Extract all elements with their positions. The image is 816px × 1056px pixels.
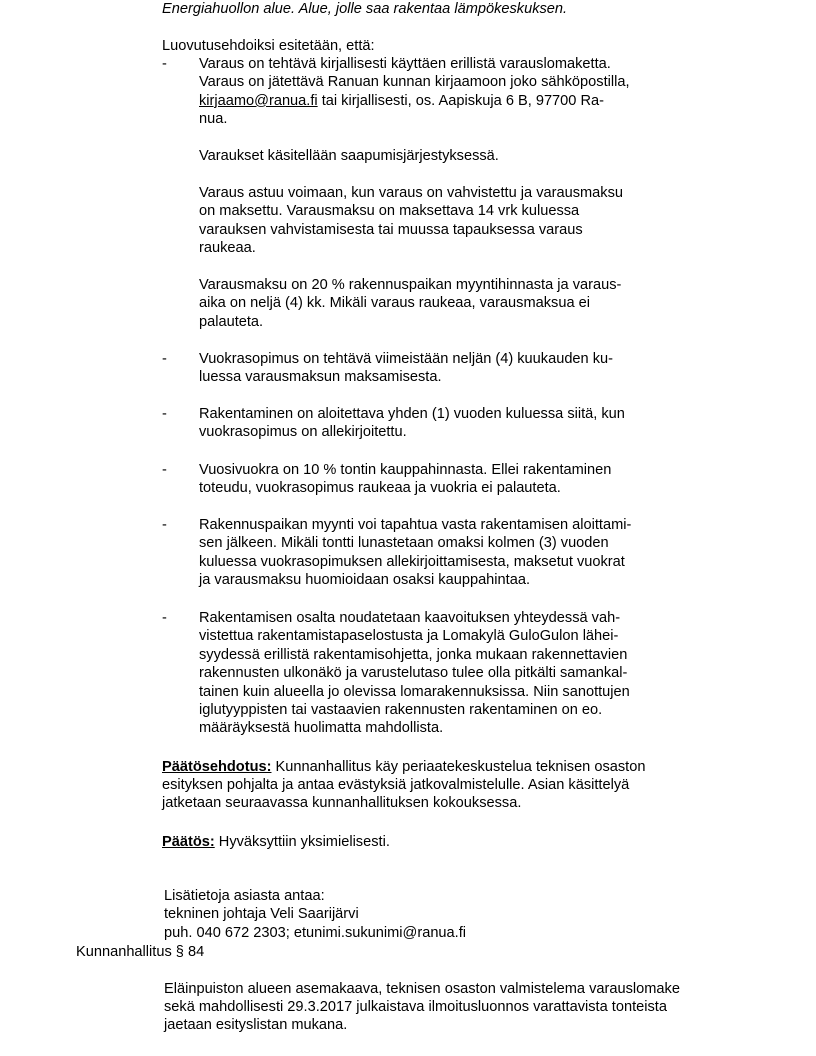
item1-paragraph-4	[199, 276, 679, 331]
list-dash: -	[162, 56, 167, 72]
item1-line2: Varaus on jätettävä Ranuan kunnan kirjaamoon joko sähköpostilla,	[199, 74, 630, 91]
item1-paragraph-3	[199, 184, 679, 258]
list-dash: -	[162, 517, 167, 533]
proposal-text: Kunnanhallitus käy periaatekeskustelua teknisen osaston	[271, 759, 646, 775]
condition-item-6	[199, 609, 679, 738]
item1-p3-line: raukeaa.	[199, 240, 256, 257]
condition-item-5	[199, 516, 679, 590]
item1-line1: Varaus on tehtävä kirjallisesti käyttäen erillistä varauslomaketta.	[199, 56, 611, 72]
item1-p4-line: palauteta.	[199, 313, 264, 330]
item6-line: määräyksestä huolimatta mahdollista.	[199, 720, 444, 737]
condition-item-2	[199, 350, 679, 387]
item1-line4: nua.	[199, 111, 228, 128]
item1-line3	[199, 92, 679, 110]
contact-line: tekninen johtaja Veli Saarijärvi	[164, 906, 359, 922]
item1-paragraph-2	[199, 147, 679, 165]
list-dash: -	[162, 462, 167, 478]
item1-p2-line: Varaukset käsitellään saapumisjärjestyksessä.	[199, 148, 499, 164]
item5-line: ja varausmaksu huomioidaan osaksi kauppahintaa.	[199, 572, 530, 589]
intro-line: Energiahuollon alue. Alue, jolle saa rakentaa lämpökeskuksen.	[162, 1, 568, 17]
item6-line: vistettua rakentamistapaselostusta ja Lomakylä GuloGulon lähei-	[199, 628, 619, 645]
proposal-line-3: jatketaan seuraavassa kunnanhallituksen kokouksessa.	[162, 795, 522, 811]
list-dash: -	[162, 406, 167, 422]
decision-label: Päätös:	[162, 834, 215, 850]
list-dash: -	[162, 610, 167, 626]
item5-line: kuluessa vuokrasopimuksen allekirjoittamisesta, maksetut vuokrat	[199, 553, 625, 570]
proposal-line-1	[162, 758, 645, 776]
item6-line: Rakentamisen osalta noudatetaan kaavoituksen yhteydessä vah-	[199, 610, 621, 626]
item5-line: sen jälkeen. Mikäli tontti lunastetaan omaksi kolmen (3) vuoden	[199, 535, 609, 552]
section-reference: Kunnanhallitus § 84	[76, 944, 205, 960]
item1-p3-line: varauksen vahvistamisesta tai muussa tapauksessa varaus	[199, 221, 583, 238]
item1-p3-line: Varaus astuu voimaan, kun varaus on vahvistettu ja varausmaksu	[199, 185, 623, 201]
condition-item-1	[199, 55, 679, 129]
item2-line: Vuokrasopimus on tehtävä viimeistään neljän (4) kuukauden ku-	[199, 351, 613, 367]
proposal-label: Päätösehdotus:	[162, 759, 272, 775]
contact-line: Lisätietoja asiasta antaa:	[164, 888, 325, 904]
item1-p4-line: Varausmaksu on 20 % rakennuspaikan myyntihinnasta ja varaus-	[199, 277, 622, 293]
decision-text: Hyväksyttiin yksimielisesti.	[214, 834, 390, 850]
condition-item-3	[199, 405, 679, 442]
item1-p3-line: on maksettu. Varausmaksu on maksettava 14 vrk kuluessa	[199, 203, 580, 220]
condition-item-4	[199, 461, 679, 498]
email-link[interactable]: kirjaamo@ranua.fi	[199, 92, 318, 109]
item4-line: toteudu, vuokrasopimus raukeaa ja vuokria ei palauteta.	[199, 480, 561, 497]
item2-line: luessa varausmaksun maksamisesta.	[199, 369, 442, 386]
contact-line: puh. 040 672 2303; etunimi.sukunimi@ranua.fi	[164, 925, 467, 941]
item5-line: Rakennuspaikan myynti voi tapahtua vasta rakentamisen aloittami-	[199, 517, 632, 533]
item6-line: iglutyyppisten tai vastaavien rakennusten rakentaminen on eo.	[199, 702, 603, 719]
list-dash: -	[162, 351, 167, 367]
item6-line: syydessä erillistä rakentamisohjetta, jonka mukaan rakennettavien	[199, 646, 628, 663]
item4-line: Vuosivuokra on 10 % tontin kauppahinnasta. Ellei rakentaminen	[199, 462, 612, 478]
conditions-heading: Luovutusehdoiksi esitetään, että:	[162, 38, 375, 54]
proposal-line-2: esityksen pohjalta ja antaa evästyksiä jatkovalmistelulle. Asian käsittelyä	[162, 777, 630, 793]
item6-line: rakennusten ulkonäkö ja varustelutaso tulee olla pitkälti samankal-	[199, 665, 628, 682]
closing-line: Eläinpuiston alueen asemakaava, teknisen osaston valmistelema varauslomake	[164, 981, 680, 997]
item3-line: vuokrasopimus on allekirjoitettu.	[199, 424, 407, 441]
item1-p4-line: aika on neljä (4) kk. Mikäli varaus raukeaa, varausmaksua ei	[199, 295, 590, 312]
item6-line: tainen kuin alueella jo olevissa lomarakennuksissa. Niin sanottujen	[199, 683, 630, 700]
closing-line: sekä mahdollisesti 29.3.2017 julkaistava ilmoitusluonnos varattavista tonteista	[164, 999, 667, 1015]
item3-line: Rakentaminen on aloitettava yhden (1) vuoden kuluessa siitä, kun	[199, 406, 625, 422]
decision-line	[162, 833, 390, 851]
closing-line: jaetaan esityslistan mukana.	[164, 1017, 348, 1033]
item1-line3-rest: tai kirjallisesti, os. Aapiskuja 6 B, 97700 Ra-	[317, 92, 604, 109]
